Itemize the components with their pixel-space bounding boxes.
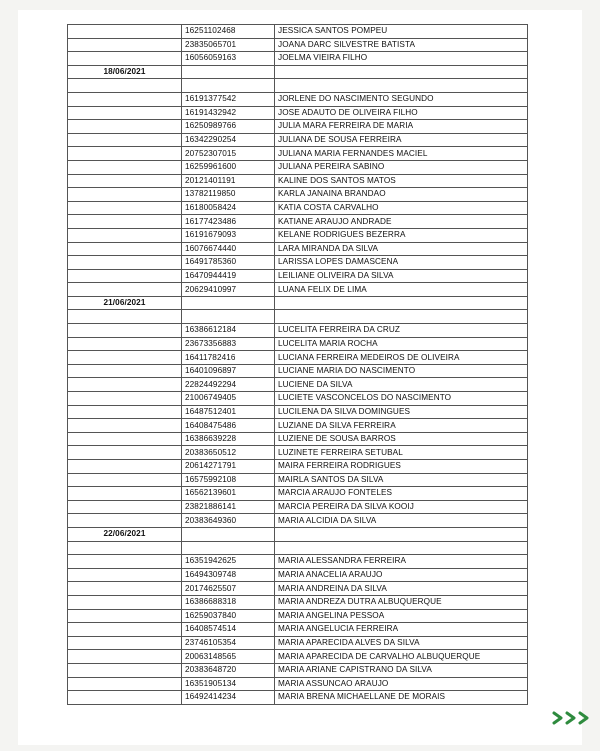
- table-row: [68, 487, 528, 501]
- empty-cell: [182, 65, 275, 79]
- table-row: [68, 378, 528, 392]
- empty-cell: [68, 269, 182, 283]
- name-cell: JULIA MARA FERREIRA DE MARIA: [275, 120, 528, 134]
- id-cell: 23835065701: [182, 38, 275, 52]
- table-row: [68, 432, 528, 446]
- name-cell: KELANE RODRIGUES BEZERRA: [275, 228, 528, 242]
- name-cell: LUZIANE DA SILVA FERREIRA: [275, 419, 528, 433]
- empty-cell: [68, 283, 182, 297]
- empty-cell: [68, 555, 182, 569]
- id-cell: 16191432942: [182, 106, 275, 120]
- table-row: [68, 351, 528, 365]
- date-header-row: [68, 296, 528, 310]
- next-page-icon[interactable]: [552, 711, 590, 725]
- empty-cell: [68, 500, 182, 514]
- id-cell: 23673356883: [182, 337, 275, 351]
- id-cell: 16351905134: [182, 677, 275, 691]
- name-cell: LUCELITA FERREIRA DA CRUZ: [275, 324, 528, 338]
- empty-cell: [68, 38, 182, 52]
- id-cell: 16386688318: [182, 595, 275, 609]
- name-cell: LUZIENE DE SOUSA BARROS: [275, 432, 528, 446]
- table-row: [68, 174, 528, 188]
- name-cell: LUZINETE FERREIRA SETUBAL: [275, 446, 528, 460]
- id-cell: 23821886141: [182, 500, 275, 514]
- table-row: [68, 473, 528, 487]
- blank-row: [68, 541, 528, 555]
- table-row: [68, 419, 528, 433]
- empty-cell: [68, 419, 182, 433]
- id-cell: 16492414234: [182, 691, 275, 705]
- name-cell: MARIA ANGELINA PESSOA: [275, 609, 528, 623]
- name-cell: MARIA ARIANE CAPISTRANO DA SILVA: [275, 663, 528, 677]
- id-cell: 16180058424: [182, 201, 275, 215]
- id-cell: 16487512401: [182, 405, 275, 419]
- empty-cell: [68, 133, 182, 147]
- id-cell: 16562139601: [182, 487, 275, 501]
- empty-cell: [275, 541, 528, 555]
- table-row: [68, 38, 528, 52]
- table-row: [68, 256, 528, 270]
- name-cell: MARIA APARECIDA ALVES DA SILVA: [275, 636, 528, 650]
- name-cell: MARCIA PEREIRA DA SILVA KOOIJ: [275, 500, 528, 514]
- empty-cell: [68, 25, 182, 39]
- name-cell: MARIA ALESSANDRA FERREIRA: [275, 555, 528, 569]
- name-cell: MARIA ANDREZA DUTRA ALBUQUERQUE: [275, 595, 528, 609]
- id-cell: 16491785360: [182, 256, 275, 270]
- date-header-row: [68, 65, 528, 79]
- empty-cell: [68, 201, 182, 215]
- empty-cell: [68, 324, 182, 338]
- empty-cell: [68, 242, 182, 256]
- empty-cell: [68, 595, 182, 609]
- empty-cell: [68, 405, 182, 419]
- empty-cell: [182, 527, 275, 541]
- table-row: [68, 324, 528, 338]
- empty-cell: [68, 215, 182, 229]
- table-row: [68, 460, 528, 474]
- name-cell: LUCILENA DA SILVA DOMINGUES: [275, 405, 528, 419]
- id-cell: 16386612184: [182, 324, 275, 338]
- table-row: [68, 582, 528, 596]
- name-cell: MARIA ANDREINA DA SILVA: [275, 582, 528, 596]
- name-cell: LUCIENE DA SILVA: [275, 378, 528, 392]
- table-row: [68, 555, 528, 569]
- name-cell: LUCIANE MARIA DO NASCIMENTO: [275, 364, 528, 378]
- empty-cell: [68, 106, 182, 120]
- chevron-right-icon: [565, 711, 577, 725]
- table-row: [68, 215, 528, 229]
- id-cell: 16494309748: [182, 568, 275, 582]
- id-cell: 16351942625: [182, 555, 275, 569]
- empty-cell: [68, 541, 182, 555]
- id-cell: 16191377542: [182, 92, 275, 106]
- id-cell: 16411782416: [182, 351, 275, 365]
- empty-cell: [68, 392, 182, 406]
- table-row: [68, 691, 528, 705]
- name-cell: JULIANA DE SOUSA FERREIRA: [275, 133, 528, 147]
- id-cell: 16259037840: [182, 609, 275, 623]
- empty-cell: [68, 378, 182, 392]
- id-cell: 20383650512: [182, 446, 275, 460]
- empty-cell: [68, 188, 182, 202]
- name-cell: MARIA ANACELIA ARAUJO: [275, 568, 528, 582]
- empty-cell: [68, 623, 182, 637]
- empty-cell: [68, 650, 182, 664]
- table-row: [68, 650, 528, 664]
- empty-cell: [68, 52, 182, 66]
- empty-cell: [68, 310, 182, 324]
- table-row: [68, 147, 528, 161]
- name-cell: MAIRLA SANTOS DA SILVA: [275, 473, 528, 487]
- name-cell: KATIANE ARAUJO ANDRADE: [275, 215, 528, 229]
- chevron-right-icon: [552, 711, 564, 725]
- table-row: [68, 188, 528, 202]
- id-cell: 20629410997: [182, 283, 275, 297]
- name-cell: JOSE ADAUTO DE OLIVEIRA FILHO: [275, 106, 528, 120]
- name-cell: LUANA FELIX DE LIMA: [275, 283, 528, 297]
- table-row: [68, 446, 528, 460]
- empty-cell: [68, 514, 182, 528]
- empty-cell: [275, 65, 528, 79]
- name-cell: KATIA COSTA CARVALHO: [275, 201, 528, 215]
- table-row: [68, 663, 528, 677]
- name-cell: JESSICA SANTOS POMPEU: [275, 25, 528, 39]
- table-row: [68, 283, 528, 297]
- empty-cell: [68, 582, 182, 596]
- name-cell: LUCIANA FERREIRA MEDEIROS DE OLIVEIRA: [275, 351, 528, 365]
- name-cell: LUCELITA MARIA ROCHA: [275, 337, 528, 351]
- empty-cell: [275, 79, 528, 93]
- date-cell: 18/06/2021: [68, 65, 182, 79]
- id-cell: 16386639228: [182, 432, 275, 446]
- id-cell: 16408475486: [182, 419, 275, 433]
- empty-cell: [182, 296, 275, 310]
- id-cell: 20383648720: [182, 663, 275, 677]
- empty-cell: [68, 677, 182, 691]
- date-header-row: [68, 527, 528, 541]
- table-row: [68, 595, 528, 609]
- table-row: [68, 201, 528, 215]
- name-cell: MARIA ALCIDIA DA SILVA: [275, 514, 528, 528]
- empty-cell: [275, 527, 528, 541]
- empty-cell: [182, 310, 275, 324]
- name-cell: LARA MIRANDA DA SILVA: [275, 242, 528, 256]
- empty-cell: [68, 691, 182, 705]
- id-cell: 16191679093: [182, 228, 275, 242]
- table-row: [68, 242, 528, 256]
- empty-cell: [275, 310, 528, 324]
- name-cell: LEILIANE OLIVEIRA DA SILVA: [275, 269, 528, 283]
- table-row: [68, 677, 528, 691]
- empty-cell: [68, 160, 182, 174]
- id-cell: 22824492294: [182, 378, 275, 392]
- id-cell: 16575992108: [182, 473, 275, 487]
- table-row: [68, 500, 528, 514]
- empty-cell: [68, 174, 182, 188]
- table-row: [68, 106, 528, 120]
- id-cell: 16470944419: [182, 269, 275, 283]
- table-row: [68, 337, 528, 351]
- roster-body: [68, 25, 528, 705]
- empty-cell: [68, 609, 182, 623]
- date-cell: 22/06/2021: [68, 527, 182, 541]
- id-cell: 20063148565: [182, 650, 275, 664]
- empty-cell: [68, 568, 182, 582]
- table-row: [68, 133, 528, 147]
- table-row: [68, 160, 528, 174]
- empty-cell: [68, 337, 182, 351]
- empty-cell: [68, 147, 182, 161]
- name-cell: JOELMA VIEIRA FILHO: [275, 52, 528, 66]
- empty-cell: [68, 256, 182, 270]
- empty-cell: [68, 364, 182, 378]
- table-row: [68, 392, 528, 406]
- table-row: [68, 52, 528, 66]
- table-row: [68, 25, 528, 39]
- id-cell: 23746105354: [182, 636, 275, 650]
- id-cell: 20614271791: [182, 460, 275, 474]
- blank-row: [68, 310, 528, 324]
- table-row: [68, 120, 528, 134]
- empty-cell: [68, 636, 182, 650]
- name-cell: MARIA ANGELUCIA FERREIRA: [275, 623, 528, 637]
- table-row: [68, 609, 528, 623]
- empty-cell: [68, 92, 182, 106]
- name-cell: MARIA ASSUNCAO ARAUJO: [275, 677, 528, 691]
- blank-row: [68, 79, 528, 93]
- empty-cell: [68, 663, 182, 677]
- empty-cell: [182, 541, 275, 555]
- id-cell: 16408574514: [182, 623, 275, 637]
- table-row: [68, 269, 528, 283]
- id-cell: 16056059163: [182, 52, 275, 66]
- id-cell: 16342290254: [182, 133, 275, 147]
- id-cell: 16177423486: [182, 215, 275, 229]
- table-row: [68, 228, 528, 242]
- table-row: [68, 405, 528, 419]
- id-cell: 20121401191: [182, 174, 275, 188]
- table-row: [68, 568, 528, 582]
- empty-cell: [68, 473, 182, 487]
- name-cell: LARISSA LOPES DAMASCENA: [275, 256, 528, 270]
- name-cell: MAIRA FERREIRA RODRIGUES: [275, 460, 528, 474]
- empty-cell: [68, 487, 182, 501]
- id-cell: 16251102468: [182, 25, 275, 39]
- name-cell: JULIANA PEREIRA SABINO: [275, 160, 528, 174]
- table-row: [68, 623, 528, 637]
- name-cell: JOANA DARC SILVESTRE BATISTA: [275, 38, 528, 52]
- id-cell: 13782119850: [182, 188, 275, 202]
- empty-cell: [182, 79, 275, 93]
- name-cell: KALINE DOS SANTOS MATOS: [275, 174, 528, 188]
- name-cell: LUCIETE VASCONCELOS DO NASCIMENTO: [275, 392, 528, 406]
- empty-cell: [68, 432, 182, 446]
- empty-cell: [68, 446, 182, 460]
- roster-table: [67, 24, 528, 705]
- empty-cell: [68, 79, 182, 93]
- table-row: [68, 92, 528, 106]
- table-row: [68, 636, 528, 650]
- id-cell: 16259961600: [182, 160, 275, 174]
- table-row: [68, 514, 528, 528]
- chevron-right-icon: [578, 711, 590, 725]
- empty-cell: [68, 228, 182, 242]
- empty-cell: [68, 351, 182, 365]
- table-row: [68, 364, 528, 378]
- name-cell: KARLA JANAINA BRANDAO: [275, 188, 528, 202]
- id-cell: 16401096897: [182, 364, 275, 378]
- name-cell: JORLENE DO NASCIMENTO SEGUNDO: [275, 92, 528, 106]
- id-cell: 16250989766: [182, 120, 275, 134]
- id-cell: 20174625507: [182, 582, 275, 596]
- name-cell: MARIA BRENA MICHAELLANE DE MORAIS: [275, 691, 528, 705]
- id-cell: 20752307015: [182, 147, 275, 161]
- date-cell: 21/06/2021: [68, 296, 182, 310]
- empty-cell: [68, 120, 182, 134]
- name-cell: JULIANA MARIA FERNANDES MACIEL: [275, 147, 528, 161]
- id-cell: 20383649360: [182, 514, 275, 528]
- id-cell: 21006749405: [182, 392, 275, 406]
- id-cell: 16076674440: [182, 242, 275, 256]
- empty-cell: [68, 460, 182, 474]
- name-cell: MARIA APARECIDA DE CARVALHO ALBUQUERQUE: [275, 650, 528, 664]
- empty-cell: [275, 296, 528, 310]
- name-cell: MARCIA ARAUJO FONTELES: [275, 487, 528, 501]
